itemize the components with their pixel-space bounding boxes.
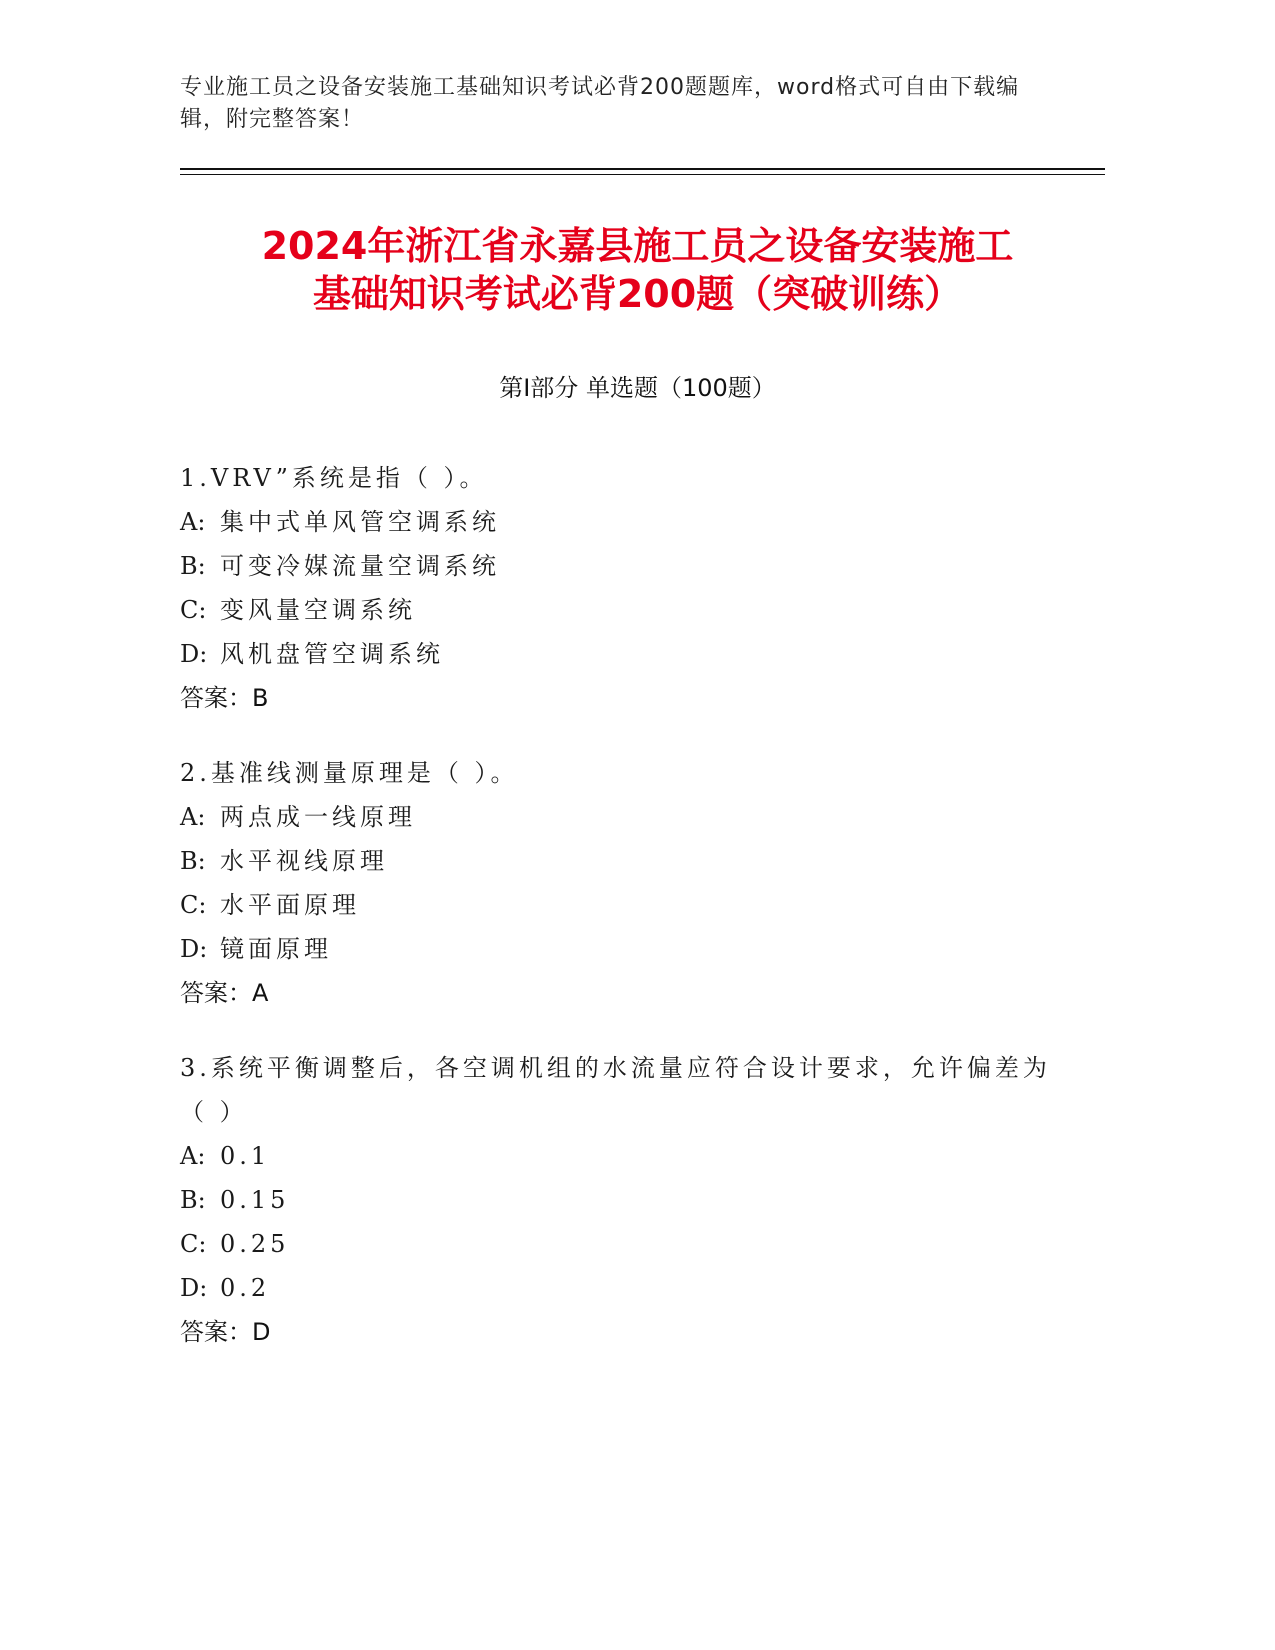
option-key: D: [180, 640, 208, 668]
question-stem: 3.系统平衡调整后，各空调机组的水流量应符合设计要求，允许偏差为（ ） [180, 1054, 1051, 1126]
answer-line: 答案：A [180, 979, 269, 1007]
question-item [180, 456, 1060, 720]
option-key: D: [180, 935, 208, 963]
question-list [180, 456, 1060, 1385]
option-key: A: [180, 1142, 206, 1170]
option-d [180, 632, 1060, 676]
option-text: 变风量空调系统 [220, 596, 416, 624]
option-key: C: [180, 596, 207, 624]
option-text: 水平视线原理 [220, 847, 388, 875]
section-heading: 第Ⅰ部分 单选题（100题） [499, 374, 776, 402]
option-key: B: [180, 552, 206, 580]
option-b [180, 544, 1060, 588]
option-key: C: [180, 1230, 207, 1258]
header-divider-thick [180, 168, 1105, 170]
option-b [180, 1178, 1060, 1222]
option-text: 0.25 [220, 1230, 290, 1258]
option-key: B: [180, 1186, 206, 1214]
option-key: D: [180, 1274, 208, 1302]
document-title-line-2: 基础知识考试必背200题（突破训练） [312, 272, 963, 316]
option-c [180, 588, 1060, 632]
option-text: 0.1 [220, 1142, 271, 1170]
option-a [180, 500, 1060, 544]
document-title [170, 222, 1105, 318]
question-item [180, 1046, 1060, 1354]
question-stem: 2.基准线测量原理是（ ）。 [180, 759, 519, 787]
question-item [180, 751, 1060, 1015]
option-b [180, 839, 1060, 883]
option-text: 风机盘管空调系统 [220, 640, 444, 668]
header-note: 专业施工员之设备安装施工基础知识考试必背200题题库，word格式可自由下载编辑，附完整答案！ [180, 75, 1020, 132]
option-text: 可变冷媒流量空调系统 [220, 552, 500, 580]
option-text: 0.15 [220, 1186, 290, 1214]
option-d [180, 1266, 1060, 1310]
option-key: C: [180, 891, 207, 919]
option-text: 镜面原理 [220, 935, 332, 963]
header-divider-thin [180, 174, 1105, 175]
option-text: 0.2 [220, 1274, 271, 1302]
option-key: A: [180, 508, 206, 536]
option-text: 水平面原理 [220, 891, 360, 919]
option-key: B: [180, 847, 206, 875]
question-stem: 1.VRV”系统是指（ ）。 [180, 464, 488, 492]
option-text: 两点成一线原理 [220, 803, 416, 831]
option-key: A: [180, 803, 206, 831]
option-a [180, 795, 1060, 839]
document-title-line-1: 2024年浙江省永嘉县施工员之设备安装施工 [261, 224, 1014, 268]
option-c [180, 883, 1060, 927]
answer-line: 答案：D [180, 1318, 271, 1346]
option-a [180, 1134, 1060, 1178]
option-c [180, 1222, 1060, 1266]
option-text: 集中式单风管空调系统 [220, 508, 500, 536]
option-d [180, 927, 1060, 971]
answer-line: 答案：B [180, 684, 269, 712]
